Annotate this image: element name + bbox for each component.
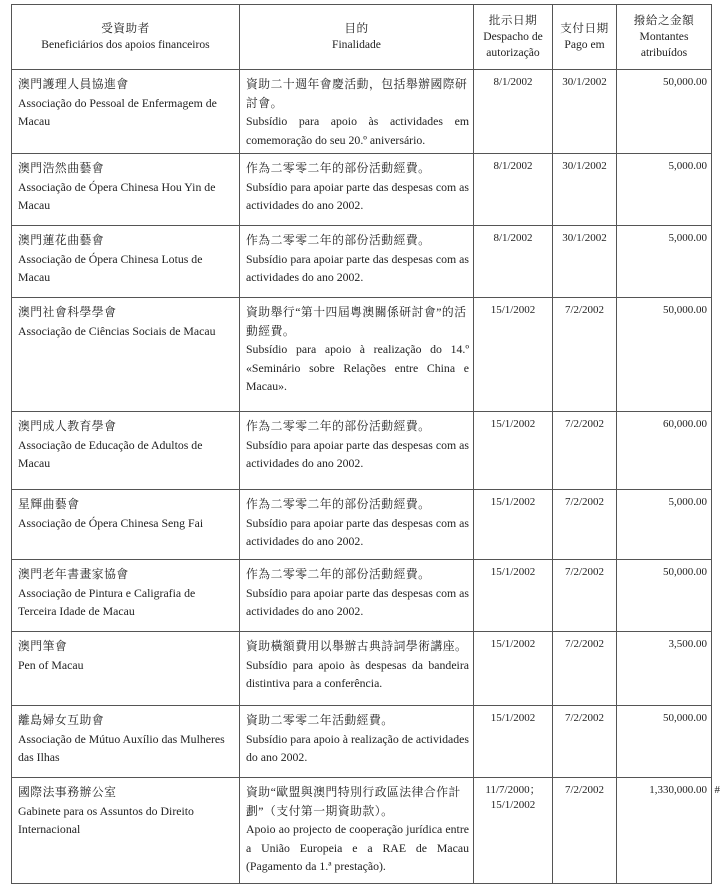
amount-cell <box>617 560 712 632</box>
purpose-cell: 作為二零零二年的部份活動經費。 Subsídio para apoiar parte das despesas com as actividades do ano 2002. <box>240 490 474 560</box>
purpose-cell: 作為二零零二年的部份活動經費。 Subsídio para apoiar parte das despesas com as actividades do ano 2002. <box>240 560 474 632</box>
payment-date-cell: 7/2/2002 <box>553 706 617 778</box>
header-row <box>12 5 712 70</box>
amount-value: 3,500.00 <box>668 638 707 650</box>
purpose-cell: 資助二十週年會慶活動，包括舉辦國際研討會。 Subsídio para apoio às actividades em comemoração do seu 20.º aniversário. <box>240 70 474 154</box>
amount-value: 50,000.00 <box>663 304 707 316</box>
payment-date-cell: 30/1/2002 <box>553 154 617 226</box>
authorization-date-cell: 15/1/2002 <box>474 412 553 490</box>
authorization-date-cell: 15/1/2002 <box>474 490 553 560</box>
amount-cell <box>617 632 712 706</box>
table-row <box>12 490 712 560</box>
amount-value: 50,000.00 <box>663 566 707 578</box>
payment-date-cell: 7/2/2002 <box>553 632 617 706</box>
amount-cell <box>617 154 712 226</box>
grants-table <box>11 4 720 884</box>
table-row <box>12 70 712 154</box>
payment-date-cell: 7/2/2002 <box>553 412 617 490</box>
amount-value: 50,000.00 <box>663 712 707 724</box>
payment-date-cell: 7/2/2002 <box>553 298 617 412</box>
purpose-cell: 資助二零零二年活動經費。 Subsídio para apoio à realização de actividades do ano 2002. <box>240 706 474 778</box>
purpose-cell: 作為二零零二年的部份活動經費。 Subsídio para apoiar parte das despesas com as actividades do ano 2002. <box>240 412 474 490</box>
beneficiary-cell: 澳門護理人員協進會 Associação do Pessoal de Enfermagem de Macau <box>12 70 240 154</box>
authorization-date-cell: 8/1/2002 <box>474 70 553 154</box>
beneficiary-cell: 澳門成人教育學會 Associação de Educação de Adultos de Macau <box>12 412 240 490</box>
amount-value: 50,000.00 <box>663 76 707 88</box>
amount-footnote-mark: # <box>714 784 720 796</box>
beneficiary-cell: 澳門筆會 Pen of Macau <box>12 632 240 706</box>
beneficiary-cell: 星輝曲藝會 Associação de Ópera Chinesa Seng Fai <box>12 490 240 560</box>
table-row <box>12 560 712 632</box>
amount-value: 1,330,000.00 <box>649 784 707 796</box>
authorization-date-cell: 15/1/2002 <box>474 560 553 632</box>
authorization-date-cell: 15/1/2002 <box>474 706 553 778</box>
amount-cell <box>617 490 712 560</box>
table-row <box>12 632 712 706</box>
amount-cell <box>617 226 712 298</box>
authorization-date-cell: 11/7/2000；15/1/2002 <box>474 778 553 884</box>
header-authorization-date: 批示日期 Despacho de autorização <box>474 5 553 70</box>
amount-cell <box>617 298 712 412</box>
table-row <box>12 412 712 490</box>
authorization-date-cell: 15/1/2002 <box>474 632 553 706</box>
table-row <box>12 154 712 226</box>
authorization-date-cell: 8/1/2002 <box>474 226 553 298</box>
payment-date-cell: 30/1/2002 <box>553 70 617 154</box>
payment-date-cell: 7/2/2002 <box>553 560 617 632</box>
payment-date-cell: 7/2/2002 <box>553 778 617 884</box>
payment-date-cell: 30/1/2002 <box>553 226 617 298</box>
amount-cell <box>617 706 712 778</box>
amount-value: 5,000.00 <box>668 160 707 172</box>
header-purpose: 目的 Finalidade <box>240 5 474 70</box>
header-payment-date: 支付日期 Pago em <box>553 5 617 70</box>
amount-value: 5,000.00 <box>668 232 707 244</box>
header-beneficiary: 受資助者 Beneficiários dos apoios financeiros <box>12 5 240 70</box>
beneficiary-cell: 澳門浩然曲藝會 Associação de Ópera Chinesa Hou Yin de Macau <box>12 154 240 226</box>
payment-date-cell: 7/2/2002 <box>553 490 617 560</box>
purpose-cell: 作為二零零二年的部份活動經費。 Subsídio para apoiar parte das despesas com as actividades do ano 2002. <box>240 154 474 226</box>
table-row <box>12 778 712 884</box>
amount-cell <box>617 778 720 884</box>
amount-cell <box>617 412 712 490</box>
amount-cell <box>617 70 712 154</box>
header-amount: 撥給之金額 Montantes atribuídos <box>617 5 712 70</box>
table-row <box>12 706 712 778</box>
authorization-date-cell: 8/1/2002 <box>474 154 553 226</box>
amount-value: 5,000.00 <box>668 496 707 508</box>
purpose-cell: 資助橫額費用以舉辦古典詩詞學術講座。 Subsídio para apoio às despesas da bandeira distintiva para a conferência. <box>240 632 474 706</box>
beneficiary-cell: 國際法事務辦公室 Gabinete para os Assuntos do Direito Internacional <box>12 778 240 884</box>
purpose-cell: 資助“歐盟與澳門特別行政區法律合作計劃”（支付第一期資助款）。 Apoio ao projecto de cooperação jurídica entre a União Europeia e a RAE de Macau (Pagamento da 1.ª prestação). <box>240 778 474 884</box>
table-row <box>12 298 712 412</box>
table-row <box>12 226 712 298</box>
authorization-date-cell: 15/1/2002 <box>474 298 553 412</box>
amount-value: 60,000.00 <box>663 418 707 430</box>
beneficiary-cell: 澳門老年書畫家協會 Associação de Pintura e Caligrafia de Terceira Idade de Macau <box>12 560 240 632</box>
beneficiary-cell: 澳門蓮花曲藝會 Associação de Ópera Chinesa Lotus de Macau <box>12 226 240 298</box>
purpose-cell: 資助舉行“第十四屆粵澳關係研討會”的活動經費。 Subsídio para apoio à realização do 14.º «Seminário sobre Relações entre China e Macau». <box>240 298 474 412</box>
purpose-cell: 作為二零零二年的部份活動經費。 Subsídio para apoiar parte das despesas com as actividades do ano 2002. <box>240 226 474 298</box>
beneficiary-cell: 澳門社會科學學會 Associação de Ciências Sociais de Macau <box>12 298 240 412</box>
beneficiary-cell: 離島婦女互助會 Associação de Mútuo Auxílio das Mulheres das Ilhas <box>12 706 240 778</box>
